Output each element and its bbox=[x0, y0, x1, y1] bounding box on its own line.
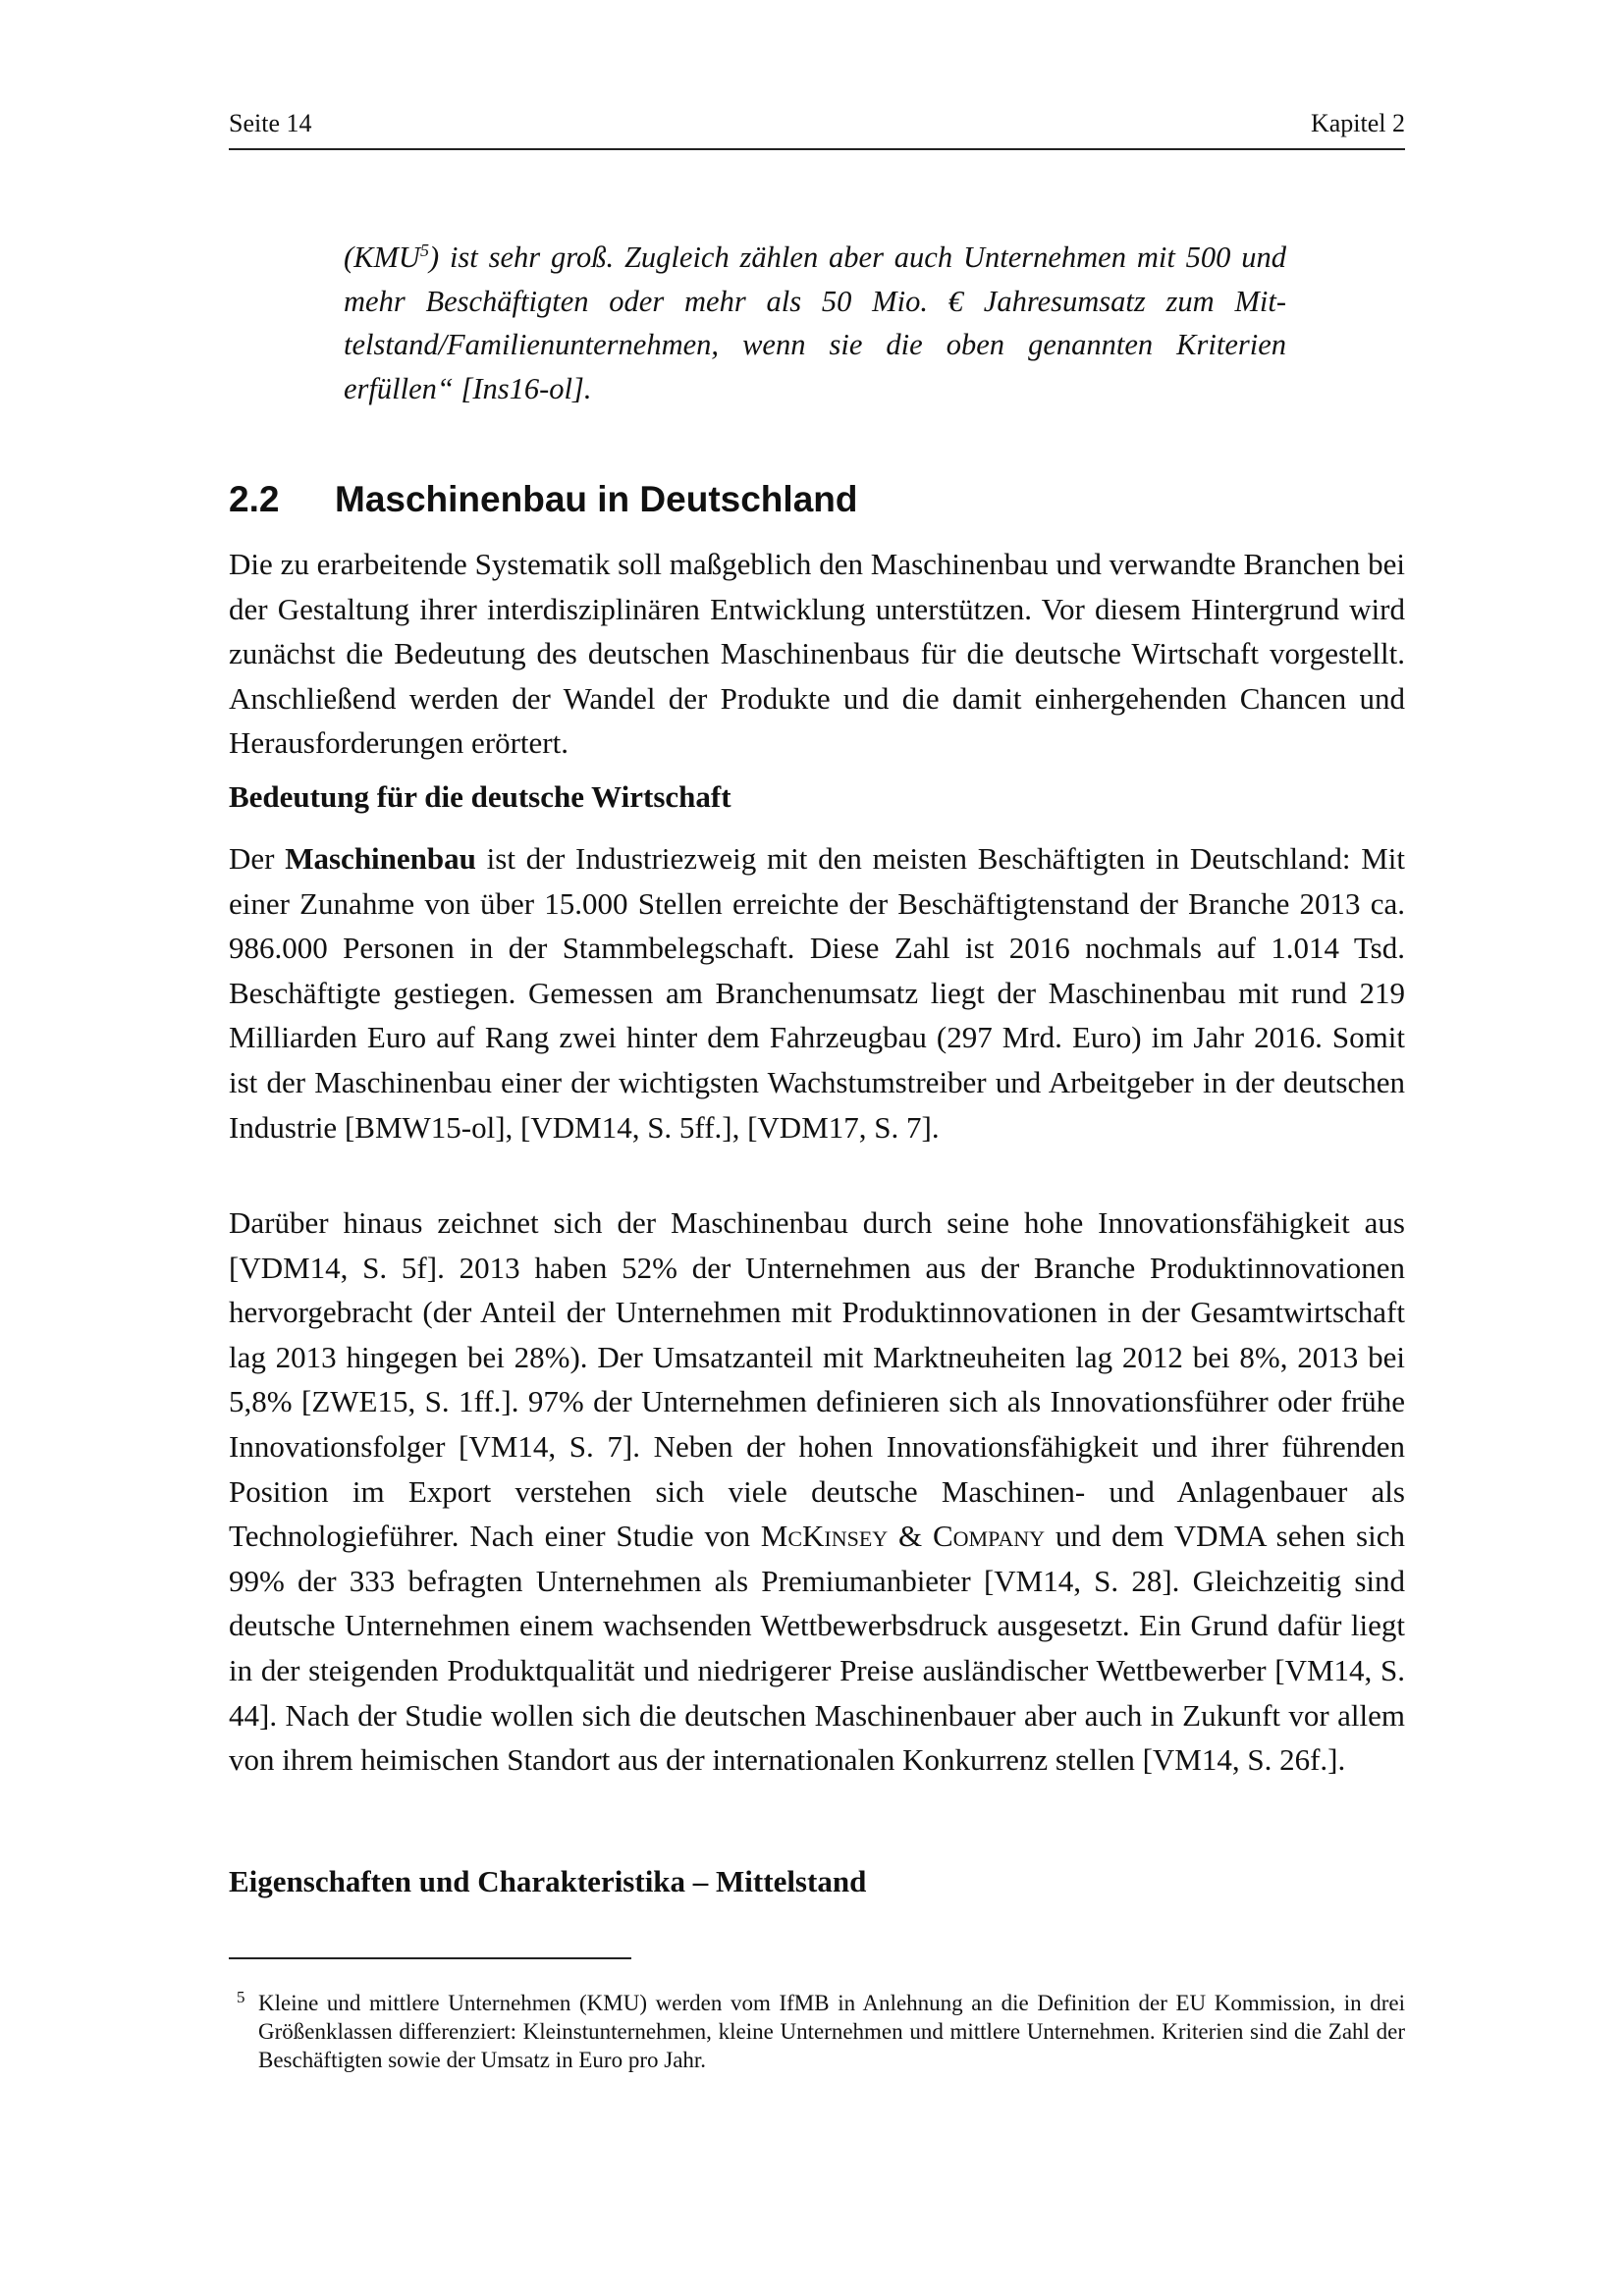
company-name: McKinsey & Company bbox=[760, 1519, 1045, 1554]
footnote-mark: 5 bbox=[237, 1988, 245, 2006]
intro-paragraph: Die zu erarbeitende Systematik soll maßgeblich den Maschinenbau und verwandte Branchen bei der Gestaltung ihrer interdisziplinären Entwicklung unterstützen. Vor diesem Hintergrund wird zunächst die Bedeutung des deutschen Maschinenbaus für die deutsche Wirtschaft vorgestellt. Anschließend werden der Wandel der Produkte und die damit einhergehenden Chancen und Herausforderungen erörtert. bbox=[229, 547, 1405, 761]
bold-term: Maschinenbau bbox=[285, 841, 476, 876]
section-heading bbox=[229, 478, 1405, 521]
subsection-heading-significance: Bedeutung für die deutsche Wirtschaft bbox=[229, 779, 731, 814]
footnote-text: Kleine und mittlere Unternehmen (KMU) werden vom IfMB in Anlehnung an die Definition der EU Kommission, in drei Größenklassen differenziert: Kleinstunternehmen, kleine Unternehmen und mittlere Unternehmen. Kriterien sind die Zahl der Beschäftigten sowie der Umsatz in Euro pro Jahr. bbox=[258, 1991, 1405, 2072]
section-number: 2.2 bbox=[229, 479, 280, 519]
footnote bbox=[229, 1989, 1405, 2074]
section-title: Maschinenbau in Deutschland bbox=[335, 479, 858, 519]
paragraph-text: Der bbox=[229, 841, 286, 876]
body-paragraph-innovation bbox=[229, 1201, 1405, 1783]
footnote-divider bbox=[229, 1957, 631, 1959]
chapter-label: Kapitel 2 bbox=[1310, 109, 1405, 137]
quote-text-end: ) ist sehr groß. Zugleich zählen aber auch Unternehmen mit 500 und mehr Beschäftigten oder mehr als 50 Mio. € Jahresumsatz zum Mittelstand/Familienunternehmen, wenn sie die oben genannten Kriterien erfüllen“ [Ins16-ol]. bbox=[344, 240, 1286, 405]
page-number: Seite 14 bbox=[229, 109, 312, 137]
page-header bbox=[229, 111, 1405, 150]
quote-block bbox=[344, 236, 1286, 410]
paragraph-text: ist der Industriezweig mit den meisten Beschäftigten in Deutschland: Mit einer Zunahme von über 15.000 Stellen erreichte der Beschäftigtenstand der Branche 2013 ca. 986.000 Personen in der Stammbelegschaft. Diese Zahl ist 2016 nochmals auf 1.014 Tsd. Beschäftigte gestiegen. Gemessen am Branchenumsatz liegt der Maschinenbau mit rund 219 Milliarden Euro auf Rang zwei hinter dem Fahrzeugbau (297 Mrd. Euro) im Jahr 2016. Somit ist der Maschinenbau einer der wichtigsten Wachstumstreiber und Arbeitgeber in der deutschen Industrie [BMW15-ol], [VDM14, S. 5ff.], [VDM17, S. 7]. bbox=[229, 841, 1405, 1145]
paragraph-text: und dem VDMA sehen sich 99% der 333 befragten Unternehmen als Premiumanbieter [VM14, S. 28]. Gleichzeitig sind deutsche Unternehmen einem wachsenden Wettbewerbsdruck ausgesetzt. Ein Grund dafür liegt in der steigenden Produktqualität und niedrigerer Preise ausländischer Wettbewerber [VM14, S. 44]. Nach der Studie wollen sich die deutschen Maschinenbauer aber auch in Zukunft vor allem von ihrem heimischen Standort aus der internationalen Konkurrenz stellen [VM14, S. 26f.]. bbox=[229, 1519, 1405, 1778]
quote-text-start: (KMU bbox=[344, 240, 420, 274]
body-paragraph-employment bbox=[229, 836, 1405, 1149]
subsection-heading-mittelstand: Eigenschaften und Charakteristika – Mittelstand bbox=[229, 1864, 867, 1898]
footnote-reference[interactable]: 5 bbox=[419, 240, 429, 260]
paragraph-text: Darüber hinaus zeichnet sich der Maschinenbau durch seine hohe Innovationsfähigkeit aus [VDM14, S. 5f]. 2013 haben 52% der Unternehmen aus der Branche Produktinnovationen hervorgebracht (der Anteil der Unternehmen mit Produktinnovationen in der Gesamtwirtschaft lag 2013 hingegen bei 28%). Der Umsatzanteil mit Marktneuheiten lag 2012 bei 8%, 2013 bei 5,8% [ZWE15, S. 1ff.]. 97% der Unternehmen definieren sich als Innovationsführer oder frühe Innovationsfolger [VM14, S. 7]. Neben der hohen Innovationsfähigkeit und ihrer führenden Position im Export verstehen sich viele deutsche Maschinen- und Anlagenbauer als Technologieführer. Nach einer Studie von bbox=[229, 1205, 1405, 1554]
